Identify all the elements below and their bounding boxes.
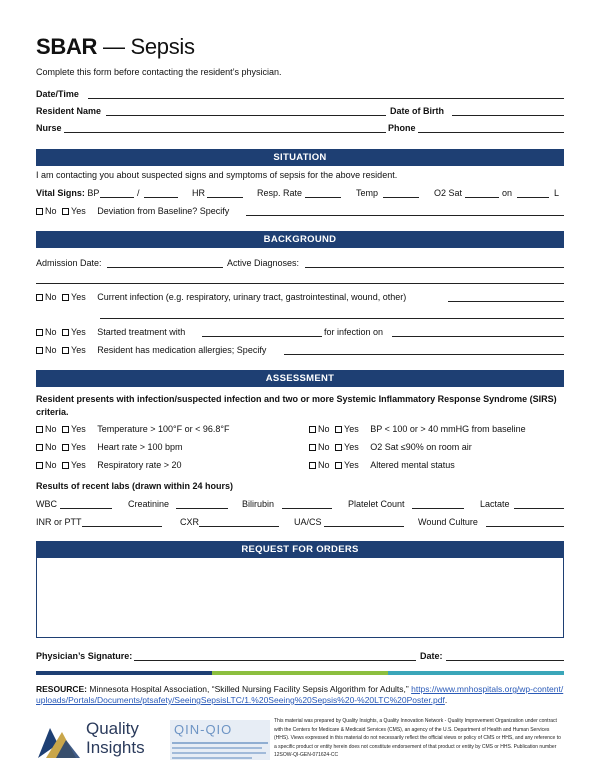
footer-disclaimer: This material was prepared by Quality Insights, a Quality Innovation Network - Quality Improvement Organization under contract with the Centers for Medicare & Medicaid Services (CMS), an agency of the U.S. Department of Health and Human Services (HHS). Views expressed in this material do not necessarily reflect the official views or policy of CMS or HHS, and any reference to a specific product or entity herein does not constitute endorsement of that product or entity by CMS or HHS. Publication number 12SOW-QI-GEN-071624-CC	[274, 718, 561, 758]
no-checkbox[interactable]	[309, 462, 316, 469]
resp-rate-label: Resp. Rate	[257, 188, 303, 198]
allergies-field[interactable]	[284, 354, 564, 355]
lab-platelet-field[interactable]	[412, 508, 464, 509]
on-label: on	[502, 188, 513, 198]
no-checkbox[interactable]	[36, 329, 43, 336]
criterion-right-2: No Yes O2 Sat ≤90% on room air	[309, 442, 472, 453]
no-checkbox[interactable]	[36, 208, 43, 215]
physician-signature-field[interactable]	[134, 660, 416, 661]
criterion-right-3: No Yes Altered mental status	[309, 460, 455, 471]
yes-checkbox[interactable]	[62, 294, 69, 301]
no-checkbox[interactable]	[36, 347, 43, 354]
deviation-field[interactable]	[246, 215, 564, 216]
lab-lactate-label: Lactate	[480, 499, 510, 509]
resource-link[interactable]: https://www.mnhospitals.org/wp-content/uploads/Portals/Documents/ptsafety/SeeingSepsisLTC/1.%20Seeing%20Sepsis%20-%20LTC%20Poster.pdf	[36, 684, 564, 705]
yes-checkbox[interactable]	[335, 462, 342, 469]
assessment-intro: Resident presents with infection/suspected infection and two or more Systemic Inflammatory Response Syndrome (SIRS) criteria.	[36, 394, 557, 417]
lab-bilirubin-label: Bilirubin	[242, 499, 275, 509]
resident-name-field[interactable]	[106, 115, 386, 116]
yes-checkbox[interactable]	[62, 329, 69, 336]
quality-insights-logo	[36, 718, 272, 764]
o2-sat-label: O2 Sat	[434, 188, 463, 198]
situation-intro: I am contacting you about suspected signs and symptoms of sepsis for the above resident.	[36, 170, 398, 180]
resource-citation: RESOURCE: Minnesota Hospital Association, “Skilled Nursing Facility Sepsis Algorithm for Adults,” https://www.mnhospitals.org/wp-content/uploads/Portals/Documents/ptsafety/SeeingSepsisLTC/1.%20Seeing%20Sepsis%20-%20LTC%20Poster.pdf.	[36, 684, 564, 705]
no-checkbox[interactable]	[36, 462, 43, 469]
footer-stripe-blue	[36, 671, 212, 675]
lab-uacs-label: UA/CS	[294, 517, 322, 527]
admission-date-field[interactable]	[107, 267, 223, 268]
yes-checkbox[interactable]	[62, 444, 69, 451]
signature-date-label: Date:	[420, 651, 443, 661]
orders-textarea[interactable]	[36, 558, 564, 638]
situation-header: SITUATION	[36, 149, 564, 166]
lab-wound-label: Wound Culture	[418, 517, 478, 527]
yes-checkbox[interactable]	[62, 426, 69, 433]
logo-mark-icon	[36, 718, 272, 764]
phone-label: Phone	[388, 123, 416, 133]
no-checkbox[interactable]	[36, 444, 43, 451]
criterion-left-1: No Yes Temperature > 100°F or < 96.8°F	[36, 424, 230, 435]
yes-checkbox[interactable]	[335, 444, 342, 451]
current-infection-field[interactable]	[448, 301, 564, 302]
nurse-field[interactable]	[64, 132, 386, 133]
for-infection-on-label: for infection on	[324, 327, 384, 337]
date-time-field[interactable]	[88, 98, 564, 99]
nurse-label: Nurse	[36, 123, 62, 133]
no-checkbox[interactable]	[309, 426, 316, 433]
vitals-row: Vital Signs: BP	[36, 188, 100, 198]
page-title: SBAR — Sepsis	[36, 34, 195, 59]
yes-checkbox[interactable]	[62, 347, 69, 354]
dob-field[interactable]	[452, 115, 564, 116]
admission-date-label: Admission Date:	[36, 258, 102, 268]
resp-rate-field[interactable]	[305, 197, 341, 198]
resident-name-label: Resident Name	[36, 106, 102, 116]
qin-qio-mark: QIN-QIO	[174, 722, 233, 737]
logo-line-2: Insights	[86, 738, 145, 757]
logo-line-1: Quality	[86, 719, 139, 738]
allergies-row: No Yes Resident has medication allergies; Specify	[36, 345, 266, 356]
criterion-left-3: No Yes Respiratory rate > 20	[36, 460, 182, 471]
o2-flow-field[interactable]	[517, 197, 549, 198]
yes-checkbox[interactable]	[335, 426, 342, 433]
criterion-left-2: No Yes Heart rate > 100 bpm	[36, 442, 183, 453]
footer-stripe-green	[212, 671, 388, 675]
signature-date-field[interactable]	[446, 660, 564, 661]
dob-label: Date of Birth	[390, 106, 444, 116]
criterion-right-1: No Yes BP < 100 or > 40 mmHG from baseline	[309, 424, 526, 435]
deviation-row: No Yes Deviation from Baseline? Specify	[36, 206, 229, 217]
lab-wbc-field[interactable]	[60, 508, 112, 509]
current-infection-field-2[interactable]	[100, 318, 564, 319]
treatment-date-field[interactable]	[392, 336, 564, 337]
active-diagnoses-field[interactable]	[305, 267, 564, 268]
liters-label: L	[554, 188, 560, 198]
lab-platelet-label: Platelet Count	[348, 499, 405, 509]
bp-slash: /	[137, 188, 140, 198]
background-header: BACKGROUND	[36, 231, 564, 248]
o2-sat-field[interactable]	[465, 197, 499, 198]
yes-checkbox[interactable]	[62, 462, 69, 469]
lab-lactate-field[interactable]	[514, 508, 564, 509]
labs-heading: Results of recent labs (drawn within 24 hours)	[36, 481, 234, 491]
no-checkbox[interactable]	[309, 444, 316, 451]
bp-diastolic-field[interactable]	[144, 197, 178, 198]
yes-checkbox[interactable]	[62, 208, 69, 215]
treatment-field[interactable]	[202, 336, 322, 337]
temp-label: Temp	[356, 188, 379, 198]
footer-stripe-teal	[388, 671, 564, 675]
no-checkbox[interactable]	[36, 426, 43, 433]
lab-creatinine-label: Creatinine	[128, 499, 170, 509]
sbar-form	[36, 0, 564, 776]
no-checkbox[interactable]	[36, 294, 43, 301]
assessment-header: ASSESSMENT	[36, 370, 564, 387]
lab-cxr-field[interactable]	[199, 526, 279, 527]
lab-inr-label: INR or PTT	[36, 517, 82, 527]
phone-field[interactable]	[418, 132, 564, 133]
temp-field[interactable]	[383, 197, 419, 198]
date-time-label: Date/Time	[36, 89, 79, 99]
lab-creatinine-field[interactable]	[176, 508, 228, 509]
hr-label: HR	[192, 188, 205, 198]
orders-header: REQUEST FOR ORDERS	[36, 541, 564, 558]
intro-text: Complete this form before contacting the resident’s physician.	[36, 67, 282, 77]
active-diagnoses-field-2[interactable]	[36, 283, 564, 284]
lab-inr-field[interactable]	[82, 526, 162, 527]
lab-uacs-field[interactable]	[324, 526, 404, 527]
lab-wbc-label: WBC	[36, 499, 57, 509]
lab-wound-field[interactable]	[486, 526, 564, 527]
lab-bilirubin-field[interactable]	[282, 508, 332, 509]
physician-signature-label: Physician’s Signature:	[36, 651, 133, 661]
bp-systolic-field[interactable]	[100, 197, 134, 198]
active-diagnoses-label: Active Diagnoses:	[227, 258, 300, 268]
started-treatment-row: No Yes Started treatment with	[36, 327, 185, 338]
hr-field[interactable]	[207, 197, 243, 198]
lab-cxr-label: CXR	[180, 517, 200, 527]
current-infection-row: No Yes Current infection (e.g. respiratory, urinary tract, gastrointestinal, wound, other)	[36, 292, 406, 303]
